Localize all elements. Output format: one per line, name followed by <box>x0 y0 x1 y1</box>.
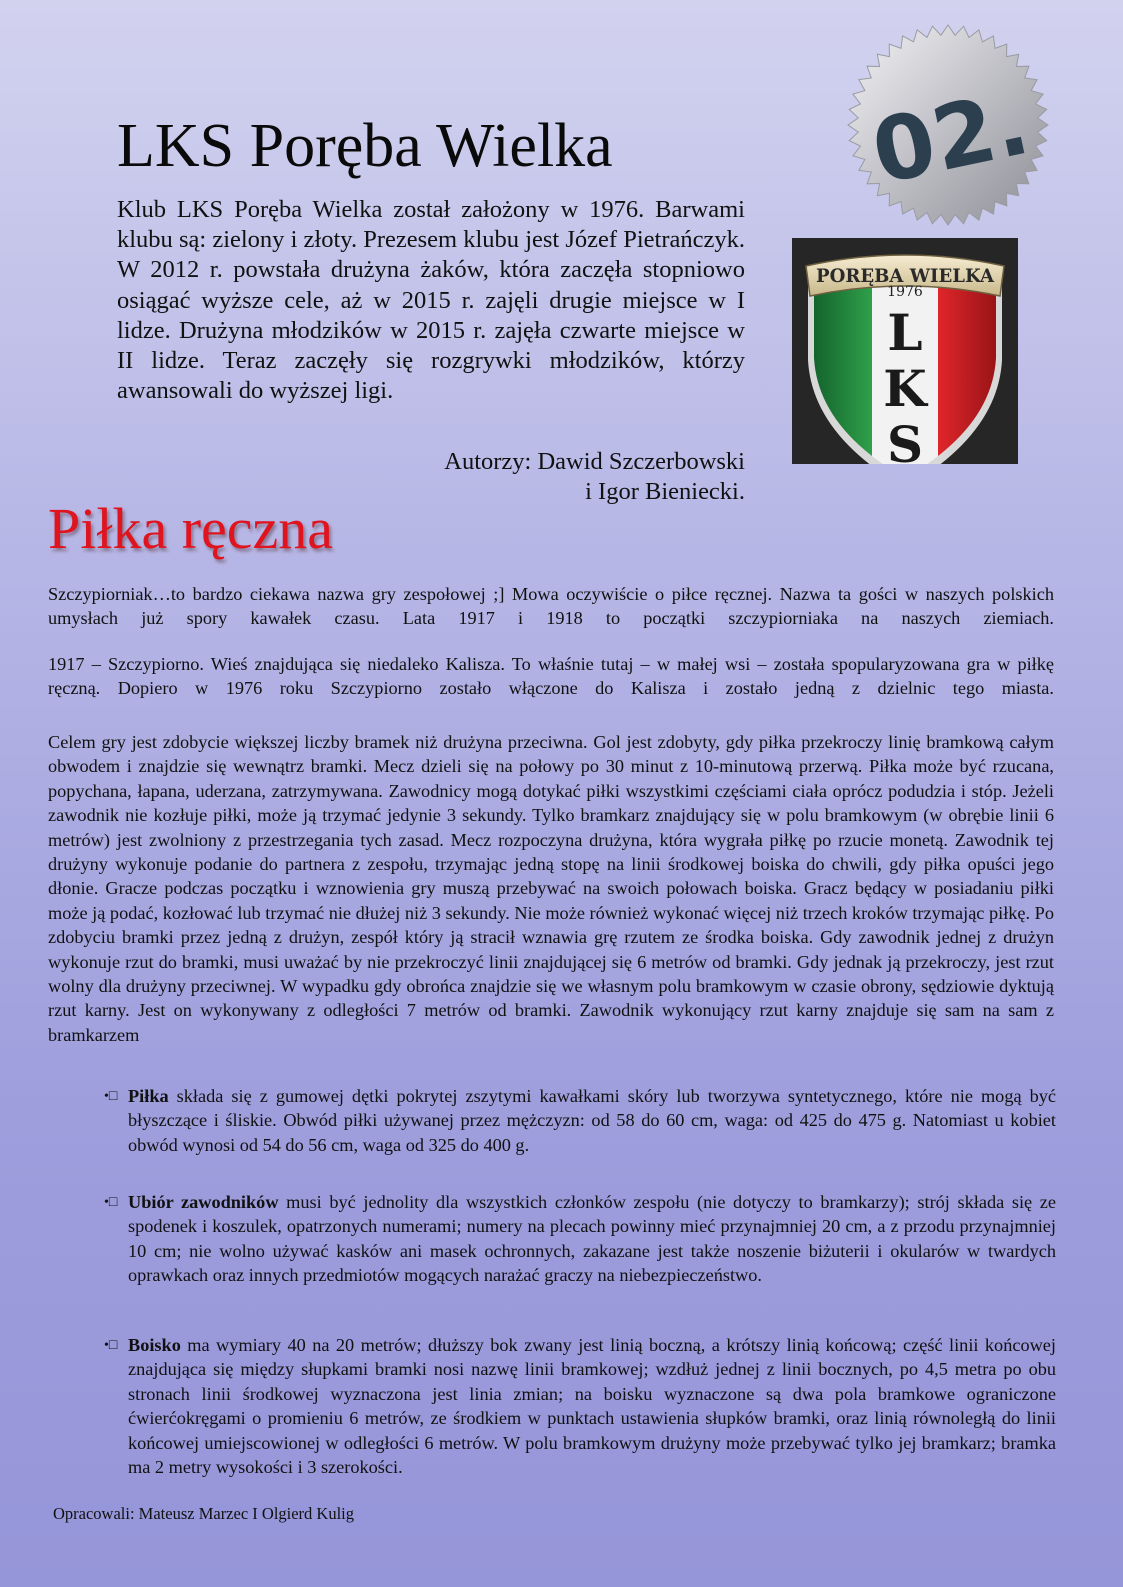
badge-number: 02. <box>863 70 1038 205</box>
intro-paragraph-2: 1917 – Szczypiorno. Wieś znajdująca się niedaleko Kalisza. To właśnie tutaj – w małej wsi – została spopularyzowana gra w piłkę ręczną. Dopiero w 1976 roku Szczypiorno zostało włączone do Kalisza i zostało jedną z dzielnic tego miasta. <box>48 654 1054 699</box>
bullet-text <box>128 1084 1056 1157</box>
page-title: LKS Poręba Wielka <box>117 112 613 180</box>
crest-year: 1976 <box>887 284 923 300</box>
crest-shield-icon <box>792 238 1018 464</box>
bullet-term: Boisko <box>128 1335 181 1355</box>
club-crest-image <box>792 238 1018 464</box>
crest-letter-s: S <box>886 415 924 464</box>
authors-line-1: Autorzy: Dawid Szczerbowski <box>444 448 745 475</box>
authors-line-2: i Igor Bieniecki. <box>585 478 745 505</box>
authors-block <box>380 447 745 507</box>
bullet-text <box>128 1190 1056 1288</box>
bullet-term: Ubiór zawodników <box>128 1192 279 1212</box>
bullet-term: Piłka <box>128 1086 169 1106</box>
bullet-body: ma wymiary 40 na 20 metrów; dłuższy bok zwany jest linią boczną, a krótszy linią końcową; część linii końcowej znajdująca się między słupkami bramki nosi nazwę linii bramkowej; wzdłuż jednej z linii bocznych, po 4,5 metra po obu stronach linii środkowej wyznaczona jest linia zmian; na boisku wyznaczone są dwa pola bramkowe ograniczone ćwierćokręgami o promieniu 6 metrów, ze środkiem w punktach ustawienia słupków bramki, oraz linią równoległą do linii końcowej umiejscowionej w odległości 6 metrów. W polu bramkowym drużyny może przebywać tylko jej bramkarz; bramka ma 2 metry wysokości i 3 szerokości. <box>128 1335 1056 1478</box>
bullet-marker: •□ <box>104 1338 118 1353</box>
section-title: Piłka ręczna <box>48 496 334 561</box>
bullet-marker: •□ <box>104 1089 118 1104</box>
bullet-marker: •□ <box>104 1195 118 1210</box>
bullet-text <box>128 1333 1056 1479</box>
club-intro-text: Klub LKS Poręba Wielka został założony w 1976. Barwami klubu są: zielony i złoty. Prezesem klubu jest Józef Pietrańczyk. W 2012 r. powstała drużyna żaków, która zaczęła stopniowo osiągać wyższe cele, aż w 2015 r. zajęli drugie miejsce w I lidze. Drużyna młodzików w 2015 r. zajęła czwarte miejsce w II lidze. Teraz zaczęły się rozgrywki młodzików, którzy awansowali do wyższej ligi. <box>117 196 745 405</box>
rules-paragraph: Celem gry jest zdobycie większej liczby bramek niż drużyna przeciwna. Gol jest zdobyty, gdy piłka przekroczy linię bramkową całym obwodem i znajdzie się wewnątrz bramki. Mecz dzieli się na połowy po 30 minut z 10-minutową przerwą. Piłka może być rzucana, popychana, łapana, uderzana, zatrzymywana. Zawodnicy mogą dotykać piłki wszystkimi częściami ciała oprócz podudzia i stóp. Jeżeli zawodnik nie kozłuje piłki, może ją trzymać jedynie 3 sekundy. Tylko bramkarz znajdujący się w polu bramkowym (w obrębie linii 6 metrów) jest zwolniony z przestrzegania tych zasad. Mecz rozpoczyna drużyna, która wygrała piłkę po rzucie monetą. Zawodnik tej drużyny wykonuje podanie do partnera z zespołu, trzymając jedną stopę na linii środkowej boiska do chwili, gdy piłka opuści jego dłonie. Gracze podczas początku i wznowienia gry muszą przebywać na swoich połowach boiska. Gracz będący w posiadaniu piłki może ją podać, kozłować lub trzymać nie dłużej niż 3 sekundy. Nie może również wykonać więcej niż trzech kroków trzymając piłkę. Po zdobyciu bramki przez jedną z drużyn, zespół który ją stracił wznawia grę rzutem ze środka boiska. Gdy zawodnik jednej z drużyn wykonuje rzut do bramki, musi uważać by nie przekroczyć linii znajdującej się 6 metrów od bramki. Gdy jednak ją przekroczy, jest rzut wolny dla drużyny przeciwnej. W wypadku gdy obrońca znajdzie się we własnym polu bramkowym w czasie obrony, sędziowie dyktują rzut karny. Jest on wykonywany z odległości 7 metrów od bramki. Zawodnik wykonujący rzut karny znajduje się sam na sam z bramkarzem <box>48 732 1054 1045</box>
bullet-body: musi być jednolity dla wszystkich członków zespołu (nie dotyczy to bramkarzy); strój składa się ze spodenek i koszulek, opatrzonych numerami; numery na plecach powinny mieć przynajmniej 20 cm, a z przodu przynajmniej 10 cm; nie wolno używać kasków ani masek ochronnych, zakazane jest także noszenie biżuterii i okularów w twardych oprawkach oraz innych przedmiotów mogących narażać graczy na niebezpieczeństwo. <box>128 1192 1057 1286</box>
footer-credits: Opracowali: Mateusz Marzec I Olgierd Kulig <box>53 1504 355 1523</box>
crest-banner-text: PORĘBA WIELKA <box>816 265 995 287</box>
bullet-body: składa się z gumowej dętki pokrytej zszytymi kawałkami skóry lub tworzywa syntetycznego, które nie mogą być błyszczące i śliskie. Obwód piłki używanej przez mężczyzn: od 58 do 60 cm, waga: od 425 do 475 g. Natomiast u kobiet obwód wynosi od 54 do 56 cm, waga od 325 do 400 g. <box>128 1086 1056 1155</box>
page-number-badge <box>843 20 1053 230</box>
crest-letter-l: L <box>887 303 923 362</box>
crest-letter-k: K <box>883 359 927 418</box>
intro-paragraph-1: Szczypiorniak…to bardzo ciekawa nazwa gry zespołowej ;] Mowa oczywiście o piłce ręcznej. Nazwa ta gości w naszych polskich umysłach już spory kawałek czasu. Lata 1917 i 1918 to początki szczypiorniaka na naszych ziemiach. <box>48 584 1054 629</box>
